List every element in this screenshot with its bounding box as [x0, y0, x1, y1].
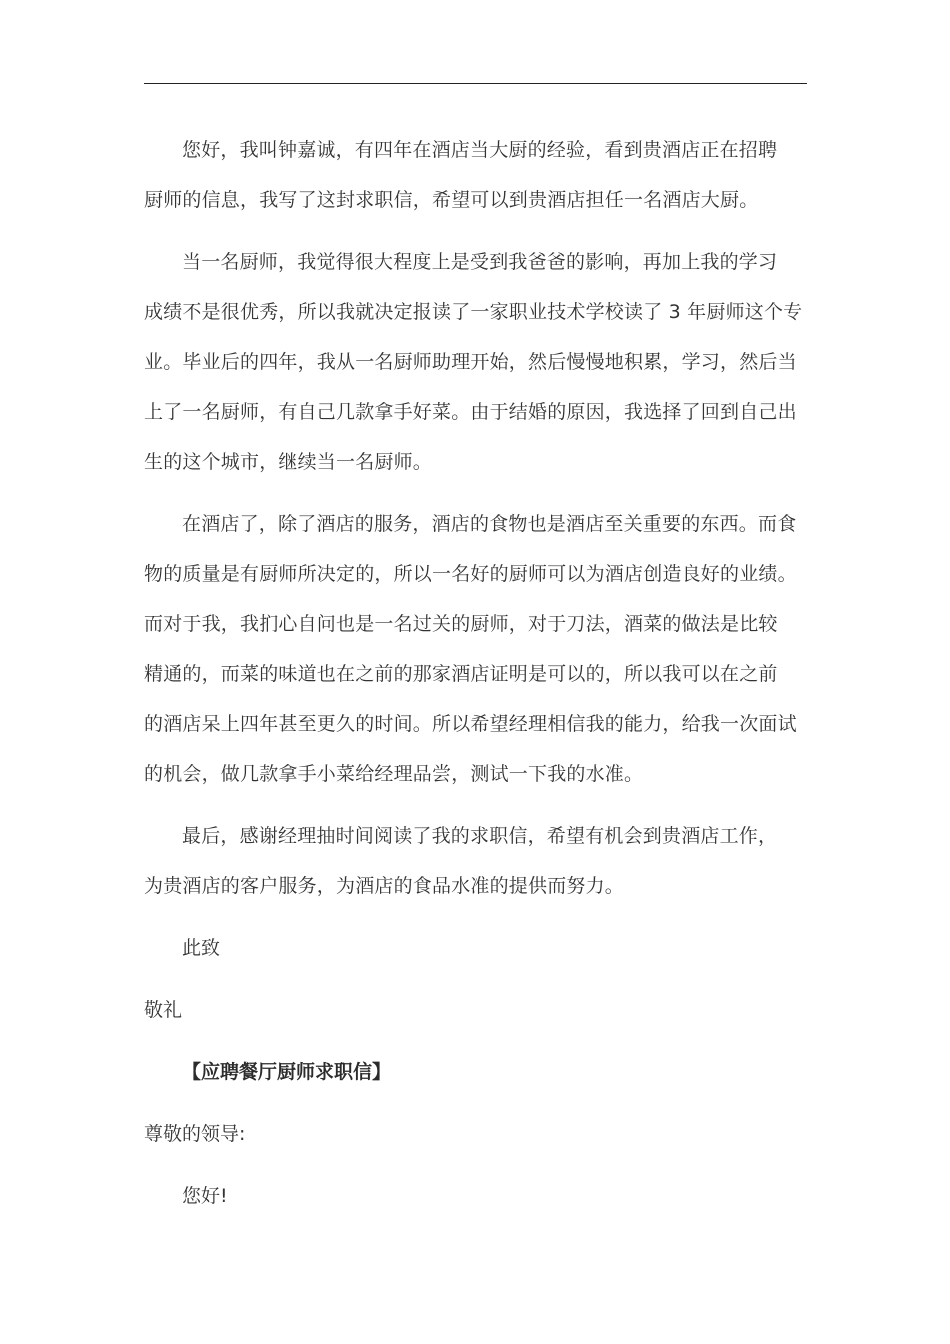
- text-line: 您好，我叫钟嘉诚，有四年在酒店当大厨的经验，看到贵酒店正在招聘: [182, 139, 778, 161]
- text-line: 精通的，而菜的味道也在之前的那家酒店证明是可以的，所以我可以在之前: [144, 663, 778, 685]
- greeting: 您好!: [182, 1185, 228, 1207]
- text-line: 物的质量是有厨师所决定的，所以一名好的厨师可以为酒店创造良好的业绩。: [144, 563, 797, 585]
- text-line: 最后，感谢经理抽时间阅读了我的求职信，希望有机会到贵酒店工作，: [182, 825, 778, 847]
- paragraph-background: [144, 237, 808, 487]
- letter-body: [144, 125, 808, 1233]
- closing-phrase: 此致: [182, 937, 221, 959]
- salute: 敬礼: [144, 999, 183, 1021]
- text-line: 生的这个城市，继续当一名厨师。: [144, 451, 433, 473]
- text-line: 当一名厨师，我觉得很大程度上是受到我爸爸的影响，再加上我的学习: [182, 251, 778, 273]
- text-line: 在酒店了，除了酒店的服务，酒店的食物也是酒店至关重要的东西。而食: [182, 513, 797, 535]
- text-line: 厨师的信息，我写了这封求职信，希望可以到贵酒店担任一名酒店大厨。: [144, 189, 759, 211]
- paragraph-skills: [144, 499, 808, 799]
- text-line: 的机会，做几款拿手小菜给经理品尝，测试一下我的水准。: [144, 763, 644, 785]
- text-line: 的酒店呆上四年甚至更久的时间。所以希望经理相信我的能力，给我一次面试: [144, 713, 797, 735]
- text-line: 而对于我，我扪心自问也是一名过关的厨师，对于刀法，酒菜的做法是比较: [144, 613, 778, 635]
- text-line: 成绩不是很优秀，所以我就决定报读了一家职业技术学校读了 3 年厨师这个专: [144, 301, 803, 323]
- text-line: 业。毕业后的四年，我从一名厨师助理开始，然后慢慢地积累，学习，然后当: [144, 351, 797, 373]
- paragraph-intro: [144, 125, 808, 225]
- text-line: 上了一名厨师，有自己几款拿手好菜。由于结婚的原因，我选择了回到自己出: [144, 401, 797, 423]
- paragraph-closing: [144, 811, 808, 911]
- text-line: 为贵酒店的客户服务，为酒店的食品水准的提供而努力。: [144, 875, 625, 897]
- section-heading: 【应聘餐厅厨师求职信】: [182, 1061, 392, 1083]
- header-rule: [144, 83, 807, 84]
- greeting-recipient: 尊敬的领导:: [144, 1123, 246, 1145]
